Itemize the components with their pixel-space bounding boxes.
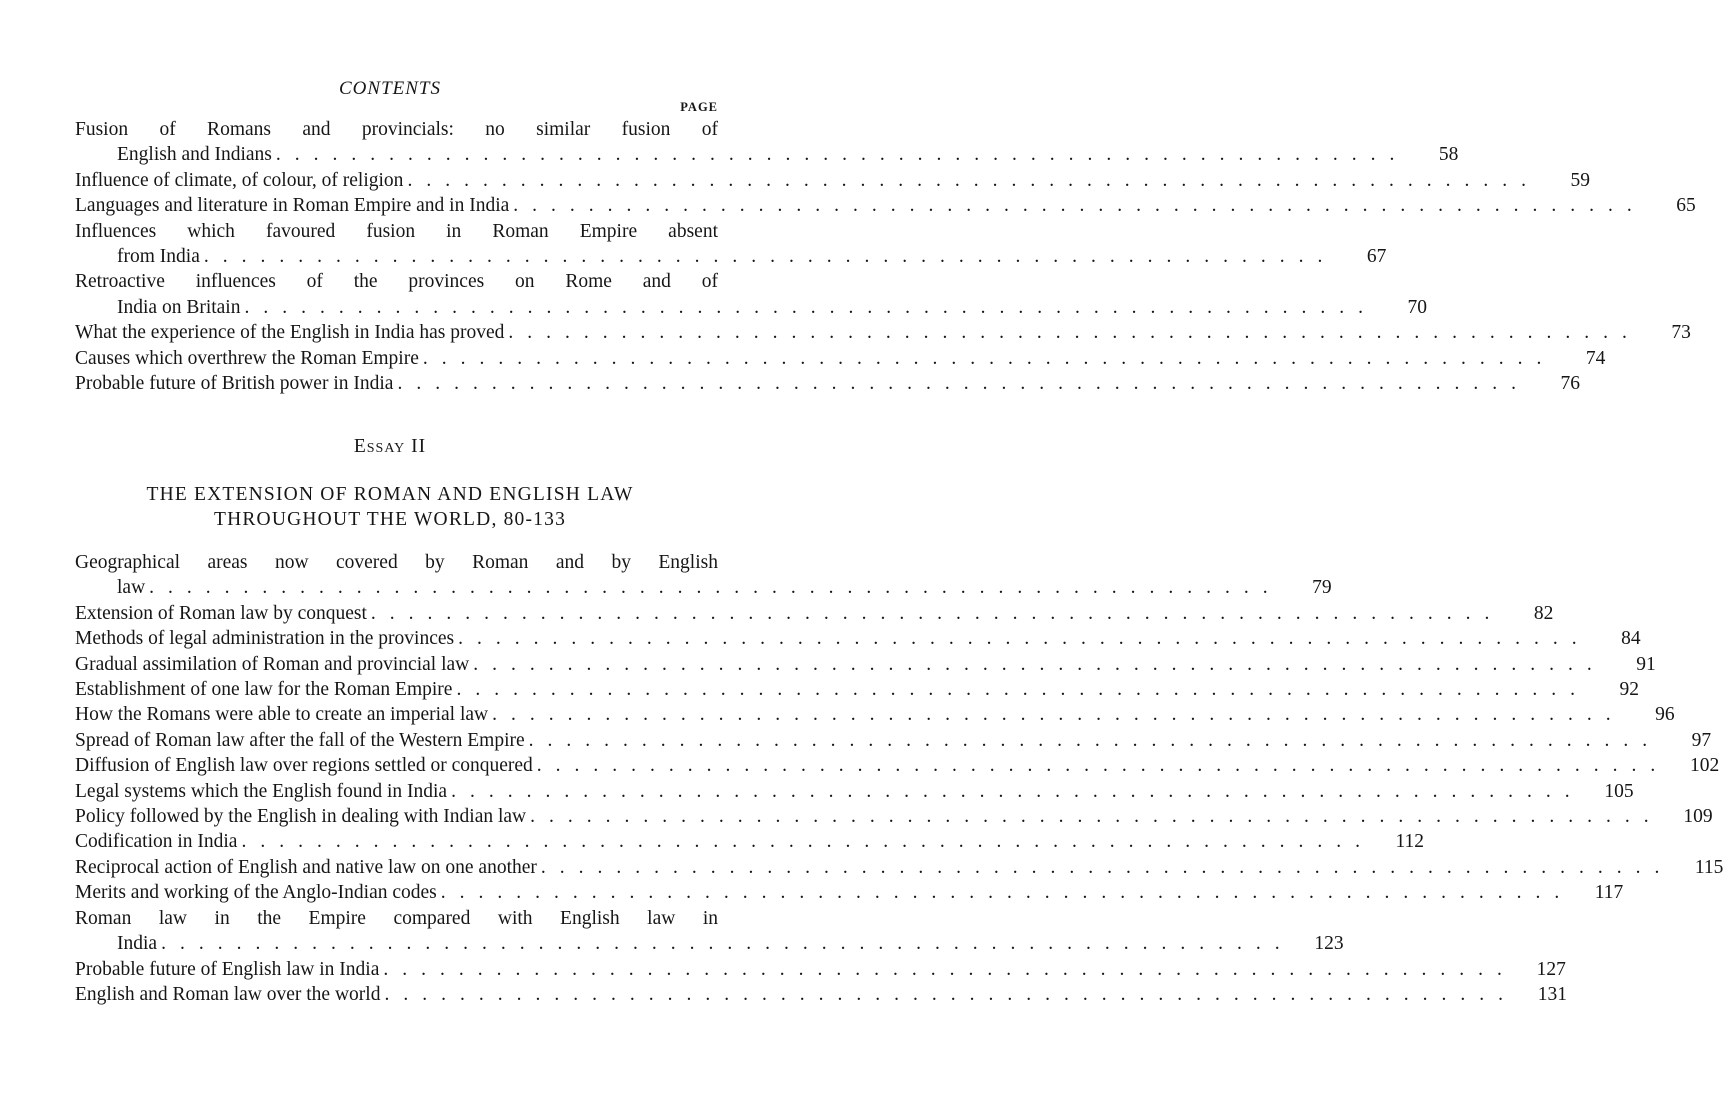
toc-entry-text: Probable future of British power in India (75, 373, 394, 395)
toc-entry-text: Retroactive influences of the provinces on Rome and of (75, 271, 718, 293)
toc-entry-text: English and Indians (117, 144, 272, 166)
essay-title-line1: THE EXTENSION OF ROMAN AND ENGLISH LAW (146, 484, 634, 505)
toc-entry-text: Languages and literature in Roman Empire and in India (75, 195, 510, 217)
dot-leader: ............................................................ (383, 958, 1516, 980)
dot-leader: ............................................................ (528, 729, 1662, 751)
toc-entry-text: Influence of climate, of colour, of religion (75, 169, 404, 191)
toc-entry (75, 829, 1424, 854)
toc-entry-text: Probable future of English law in India (75, 958, 380, 980)
toc-entry (75, 626, 1641, 651)
dot-leader: ............................................................ (440, 882, 1574, 904)
dot-leader: ............................................................ (244, 296, 1377, 318)
toc-page-number: 105 (1604, 780, 1634, 802)
toc-entry-text: How the Romans were able to create an imperial law (75, 704, 489, 726)
page-column-label: PAGE (680, 100, 718, 114)
toc-entry-text: Codification in India (75, 831, 238, 853)
toc-entry-text: What the experience of the English in India has proved (75, 322, 505, 344)
toc-entry-text: Roman law in the Empire compared with English law in (75, 907, 718, 929)
toc-entry-text: Influences which favoured fusion in Roman Empire absent (75, 220, 718, 242)
dot-leader: ............................................................ (492, 704, 1625, 726)
toc-entry (75, 804, 1713, 829)
essay-title-line2: THROUGHOUT THE WORLD, 80-133 (213, 509, 567, 530)
toc-entry (75, 982, 1567, 1007)
dot-leader: ............................................................ (407, 169, 1540, 191)
dot-leader: ............................................................ (241, 831, 1374, 853)
toc-entry (75, 753, 1720, 778)
toc-entry-text: Geographical areas now covered by Roman and by English (75, 552, 718, 573)
dot-leader: ............................................................ (149, 577, 1282, 599)
toc-entry (75, 550, 1332, 601)
contents-list-part2 (75, 550, 1723, 1007)
toc-page-number: 96 (1655, 704, 1675, 726)
toc-entry (75, 855, 1723, 880)
toc-entry-text: India (117, 933, 158, 955)
toc-entry (75, 601, 1554, 626)
toc-page-number: 70 (1407, 296, 1427, 318)
dot-leader: ............................................................ (540, 856, 1674, 878)
toc-entry-text: Policy followed by the English in dealing with Indian law (75, 806, 527, 828)
toc-page-number: 65 (1676, 195, 1696, 217)
toc-page-number: 92 (1619, 679, 1639, 701)
dot-leader: ............................................................ (530, 806, 1663, 828)
toc-page-number: 67 (1366, 246, 1387, 268)
dot-leader: ............................................................ (536, 755, 1670, 777)
toc-entry (75, 702, 1675, 727)
toc-entry (75, 728, 1712, 753)
page-title: CONTENTS (339, 78, 441, 99)
toc-entry-text: Fusion of Romans and provincials: no similar fusion of (75, 119, 718, 140)
toc-entry-text: from India (117, 246, 200, 268)
dot-leader: ............................................................ (161, 933, 1294, 955)
toc-entry (75, 906, 1344, 957)
toc-entry-text: law (117, 577, 146, 599)
toc-entry-text: Diffusion of English law over regions settled or conquered (75, 755, 533, 777)
essay-label (0, 436, 780, 458)
toc-page-number: 58 (1438, 144, 1459, 166)
toc-page-number: 117 (1594, 882, 1624, 904)
toc-page-number: 79 (1312, 577, 1332, 599)
toc-entry-text: Spread of Roman law after the fall of the Western Empire (75, 729, 525, 751)
toc-page-number: 73 (1671, 322, 1691, 344)
dot-leader: ............................................................ (473, 653, 1606, 675)
essay-label-text: Essay II (353, 436, 427, 457)
toc-page-number: 97 (1691, 729, 1712, 751)
toc-page-number: 127 (1536, 958, 1566, 980)
toc-entry (75, 880, 1624, 905)
toc-entry (75, 957, 1566, 982)
toc-page-number: 102 (1690, 755, 1720, 777)
dot-leader: ............................................................ (370, 602, 1504, 624)
toc-entry-text: Causes which overthrew the Roman Empire (75, 347, 419, 369)
toc-entry (75, 371, 1580, 396)
toc-entry (75, 193, 1696, 218)
toc-entry (75, 219, 1387, 270)
toc-entry (75, 346, 1606, 371)
toc-entry-text: Methods of legal administration in the provinces (75, 628, 455, 650)
toc-page-number: 109 (1683, 806, 1713, 828)
dot-leader: ............................................................ (513, 195, 1646, 217)
toc-entry-text: India on Britain (117, 296, 241, 318)
toc-page-number: 112 (1395, 831, 1424, 853)
dot-leader: ............................................................ (397, 373, 1530, 395)
toc-page-number: 131 (1537, 983, 1567, 1005)
toc-entry-text: Gradual assimilation of Roman and provincial law (75, 653, 470, 675)
toc-entry (75, 677, 1639, 702)
toc-entry (75, 168, 1590, 193)
toc-page-number: 91 (1636, 653, 1656, 675)
toc-entry-text: Merits and working of the Anglo-Indian codes (75, 882, 437, 904)
dot-leader: ............................................................ (451, 780, 1584, 802)
toc-page-number: 82 (1533, 602, 1554, 624)
dot-leader: ............................................................ (203, 246, 1337, 268)
contents-list-part1 (75, 117, 1696, 396)
dot-leader: ............................................................ (508, 322, 1641, 344)
essay-title (60, 482, 720, 532)
toc-page-number: 84 (1621, 628, 1641, 650)
dot-leader: ............................................................ (384, 983, 1517, 1005)
toc-entry-text: Reciprocal action of English and native law on one another (75, 856, 537, 878)
toc-page-number: 74 (1585, 347, 1606, 369)
toc-page-number: 115 (1694, 856, 1723, 878)
toc-entry (75, 320, 1691, 345)
toc-entry-text: Legal systems which the English found in India (75, 780, 448, 802)
toc-entry-text: Establishment of one law for the Roman Empire (75, 679, 453, 701)
toc-entry-text: English and Roman law over the world (75, 983, 381, 1005)
toc-page-number: 123 (1314, 933, 1344, 955)
toc-page-number: 59 (1570, 169, 1590, 191)
dot-leader: ............................................................ (458, 628, 1591, 650)
toc-page-number: 76 (1560, 373, 1580, 395)
dot-leader: ............................................................ (275, 144, 1409, 166)
toc-entry (75, 652, 1656, 677)
toc-entry (75, 779, 1634, 804)
toc-entry (75, 117, 1459, 168)
toc-entry (75, 269, 1427, 320)
toc-entry-text: Extension of Roman law by conquest (75, 602, 367, 624)
dot-leader: ............................................................ (422, 347, 1556, 369)
dot-leader: ............................................................ (456, 679, 1589, 701)
